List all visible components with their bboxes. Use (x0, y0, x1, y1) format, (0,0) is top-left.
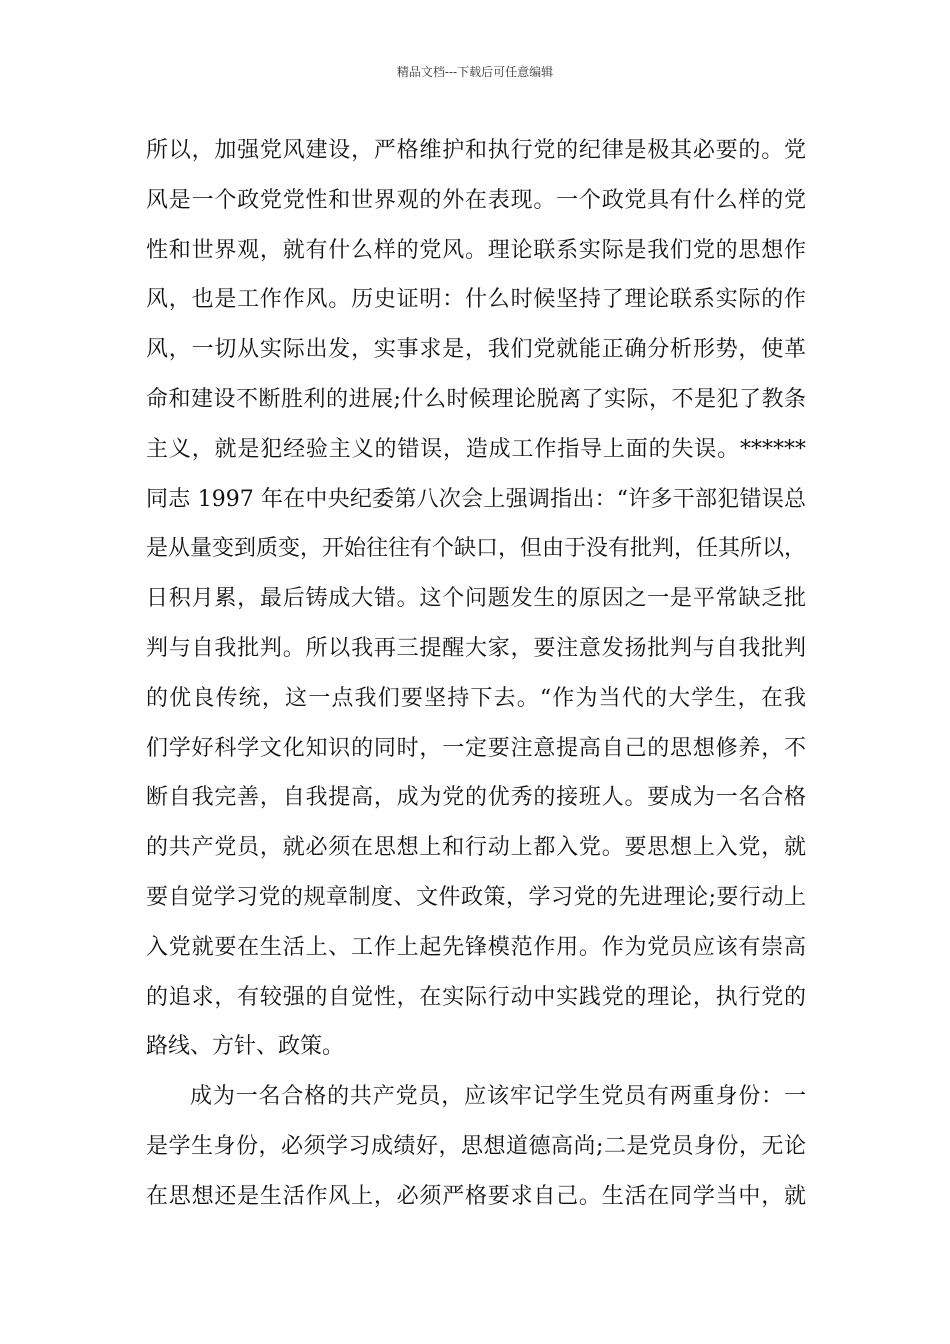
text-line: 断自我完善，自我提高，成为党的优秀的接班人。要成为一名合格 (146, 785, 806, 811)
text-line: 日积月累，最后铸成大错。这个问题发生的原因之一是平常缺乏批 (146, 586, 806, 612)
paragraph-2 (146, 1075, 806, 1224)
text-line: 在思想还是生活作风上，必须严格要求自己。生活在同学当中，就 (146, 1183, 806, 1209)
text-line: 同志 1997 年在中央纪委第八次会上强调指出：“许多干部犯错误总 (146, 486, 806, 512)
text-line: 成为一名合格的共产党员，应该牢记学生党员有两重身份：一 (190, 1084, 806, 1110)
page-header: 精品文档---下载后可任意编辑 (396, 65, 554, 79)
document-body (146, 129, 806, 1225)
text-line: 要自觉学习党的规章制度、文件政策，学习党的先进理论;要行动上 (146, 884, 806, 910)
text-line: 的追求，有较强的自觉性，在实际行动中实践党的理论，执行党的 (146, 984, 806, 1010)
text-line: 性和世界观，就有什么样的党风。理论联系实际是我们党的思想作 (146, 237, 806, 263)
text-line: 命和建设不断胜利的进展;什么时候理论脱离了实际，不是犯了教条 (146, 386, 806, 412)
text-line: 的共产党员，就必须在思想上和行动上都入党。要思想上入党，就 (146, 835, 806, 861)
paragraph-1 (146, 129, 806, 1075)
text-line: 是从量变到质变，开始往往有个缺口，但由于没有批判，任其所以， (146, 536, 807, 562)
text-line: 入党就要在生活上、工作上起先锋模范作用。作为党员应该有崇高 (146, 934, 806, 960)
text-line: 们学好科学文化知识的同时，一定要注意提高自己的思想修养，不 (146, 735, 806, 761)
text-line: 风，也是工作作风。历史证明：什么时候坚持了理论联系实际的作 (146, 287, 806, 313)
text-line: 风是一个政党党性和世界观的外在表现。一个政党具有什么样的党 (146, 187, 806, 213)
text-line: 风，一切从实际出发，实事求是，我们党就能正确分析形势，使革 (146, 337, 806, 363)
text-line: 的优良传统，这一点我们要坚持下去。“作为当代的大学生，在我 (146, 685, 806, 711)
text-line: 判与自我批判。所以我再三提醒大家，要注意发扬批判与自我批判 (146, 635, 806, 661)
text-line: 路线、方针、政策。 (146, 1034, 345, 1060)
text-line: 所以，加强党风建设，严格维护和执行党的纪律是极其必要的。党 (146, 138, 806, 163)
text-line: 主义，就是犯经验主义的错误，造成工作指导上面的失误。****** (146, 436, 806, 462)
text-line: 是学生身份，必须学习成绩好，思想道德高尚;二是党员身份，无论 (146, 1133, 806, 1159)
